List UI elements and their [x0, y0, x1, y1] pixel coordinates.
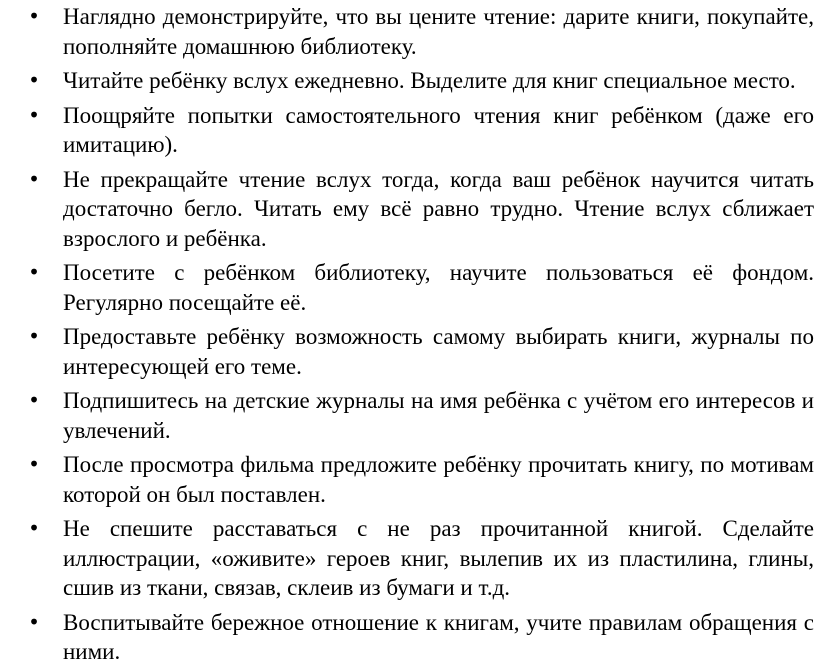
bullet-icon: • [28, 102, 40, 127]
list-item-text: Поощряйте попытки самостоятельного чтения книг ребёнком (даже его имитацию). [63, 102, 814, 157]
list-item [0, 2, 814, 61]
bullet-icon: • [28, 324, 40, 348]
bullet-icon: • [28, 166, 40, 191]
list-item-text: Читайте ребёнку вслух ежедневно. Выделите для книг специальное место. [63, 68, 796, 93]
list-item-text: Не прекращайте чтение вслух тогда, когда ваш ребёнок научится читать достаточно бегло. Читать ему всё равно трудно. Чтение вслух сближает взрослого и ребёнка. [63, 166, 814, 251]
bullet-icon: • [28, 516, 40, 540]
bullet-icon: • [28, 4, 40, 28]
list-item [0, 66, 814, 96]
list-item-text: Воспитывайте бережное отношение к книгам, учите правилам обращения с ними. [63, 609, 814, 664]
list-item-text: Предоставьте ребёнку возможность самому выбирать книги, журналы по интересующей его теме. [63, 324, 814, 379]
bullet-icon: • [28, 260, 40, 284]
list-item [0, 608, 814, 667]
list-item-text: Подпишитесь на детские журналы на имя ребёнка с учётом его интересов и увлечений. [63, 388, 814, 443]
list-item [0, 322, 814, 381]
bullet-icon: • [28, 68, 40, 92]
bullet-icon: • [28, 452, 40, 476]
list-item-text: Посетите с ребёнком библиотеку, научите пользоваться её фондом. Регулярно посещайте её. [63, 260, 814, 315]
bullet-icon: • [28, 609, 40, 634]
list-item [0, 514, 814, 603]
list-item-text: После просмотра фильма предложите ребёнку прочитать книгу, по мотивам которой он был поставлен. [63, 452, 814, 507]
list-item [0, 386, 814, 445]
bullet-icon: • [28, 388, 40, 412]
list-item-text: Не спешите расставаться с не раз прочитанной книгой. Сделайте иллюстрации, «оживите» героев книг, вылепив их из пластилина, глины, сшив из ткани, связав, склеив из бумаги и т.д. [63, 516, 814, 600]
list-item [0, 258, 814, 317]
list-item-text: Наглядно демонстрируйте, что вы цените чтение: дарите книги, покупайте, пополняйте домашнюю библиотеку. [63, 4, 814, 59]
list-item [0, 101, 814, 160]
list-item [0, 165, 814, 254]
list-item [0, 450, 814, 509]
recommendations-list [0, 2, 814, 667]
